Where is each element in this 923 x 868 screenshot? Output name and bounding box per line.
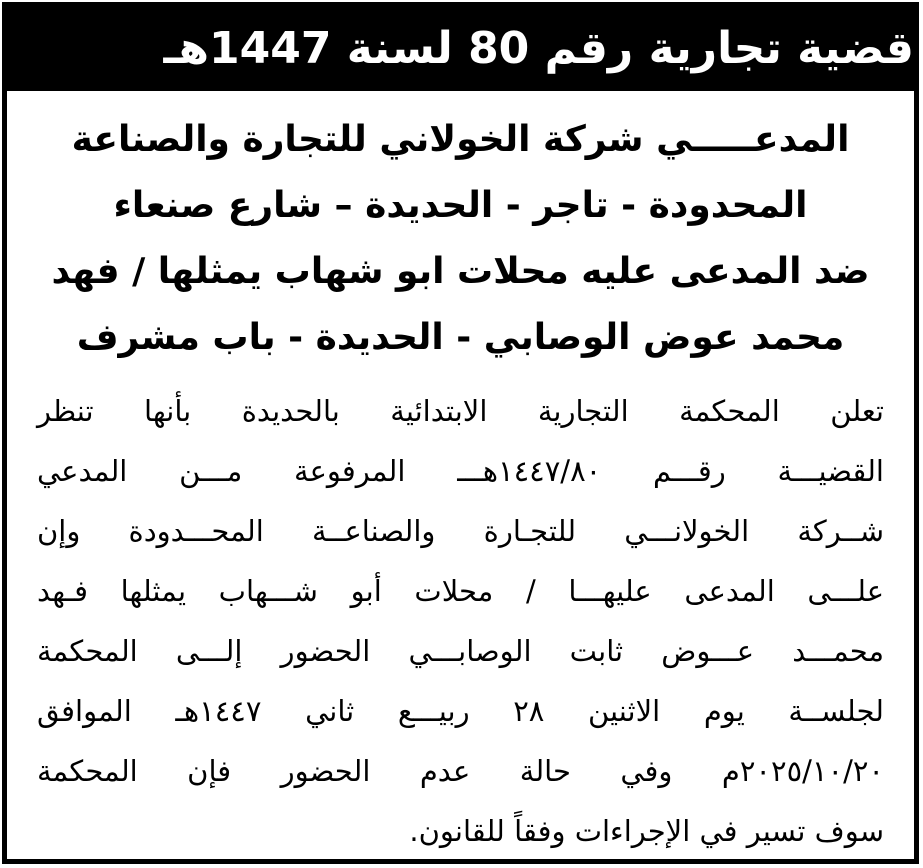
- heading-line: المحدودة - تاجر - الحديدة – شارع صنعاء: [113, 185, 808, 226]
- case-title: قضية تجارية رقم 80 لسنة 1447هـ: [163, 23, 914, 74]
- body-line: سوف تسير في الإجراءات وفقاً للقانون.: [409, 814, 884, 848]
- body-line: لجلســة يوم الاثنين ٢٨ ربيـــع ثاني ١٤٤٧هـ الموافق: [37, 694, 884, 728]
- body-line: ٢٠٢٥/١٠/٢٠م وفي حالة عدم الحضور فإن المحكمة: [37, 754, 884, 788]
- body-line: علـــى المدعى عليهـــا / محلات أبو شـــهاب يمثلها فـهد: [37, 574, 884, 608]
- legal-notice-frame: [2, 2, 919, 864]
- parties-heading: [27, 107, 894, 371]
- body-line: شــركة الخولانـــي للتجـارة والصناعــة المحـــدودة وإن: [37, 514, 884, 548]
- body-line: تعلن المحكمة التجارية الابتدائية بالحديدة بأنها تنظر: [37, 394, 884, 428]
- body-line: القضيـــة رقـــم ١٤٤٧/٨٠هـــ المرفوعة مـــن المدعي: [37, 454, 884, 488]
- notice-body: [37, 381, 884, 861]
- heading-line: ضد المدعى عليه محلات ابو شهاب يمثلها / فهد: [51, 251, 870, 292]
- title-banner: [7, 7, 914, 91]
- body-line: محمـــد عـــوض ثابت الوصابـــي الحضور إلـــى المحكمة: [37, 634, 884, 668]
- heading-line: المدعـــــي شركة الخولاني للتجارة والصناعة: [71, 119, 850, 160]
- heading-line: محمد عوض الوصابي - الحديدة - باب مشرف: [76, 317, 845, 358]
